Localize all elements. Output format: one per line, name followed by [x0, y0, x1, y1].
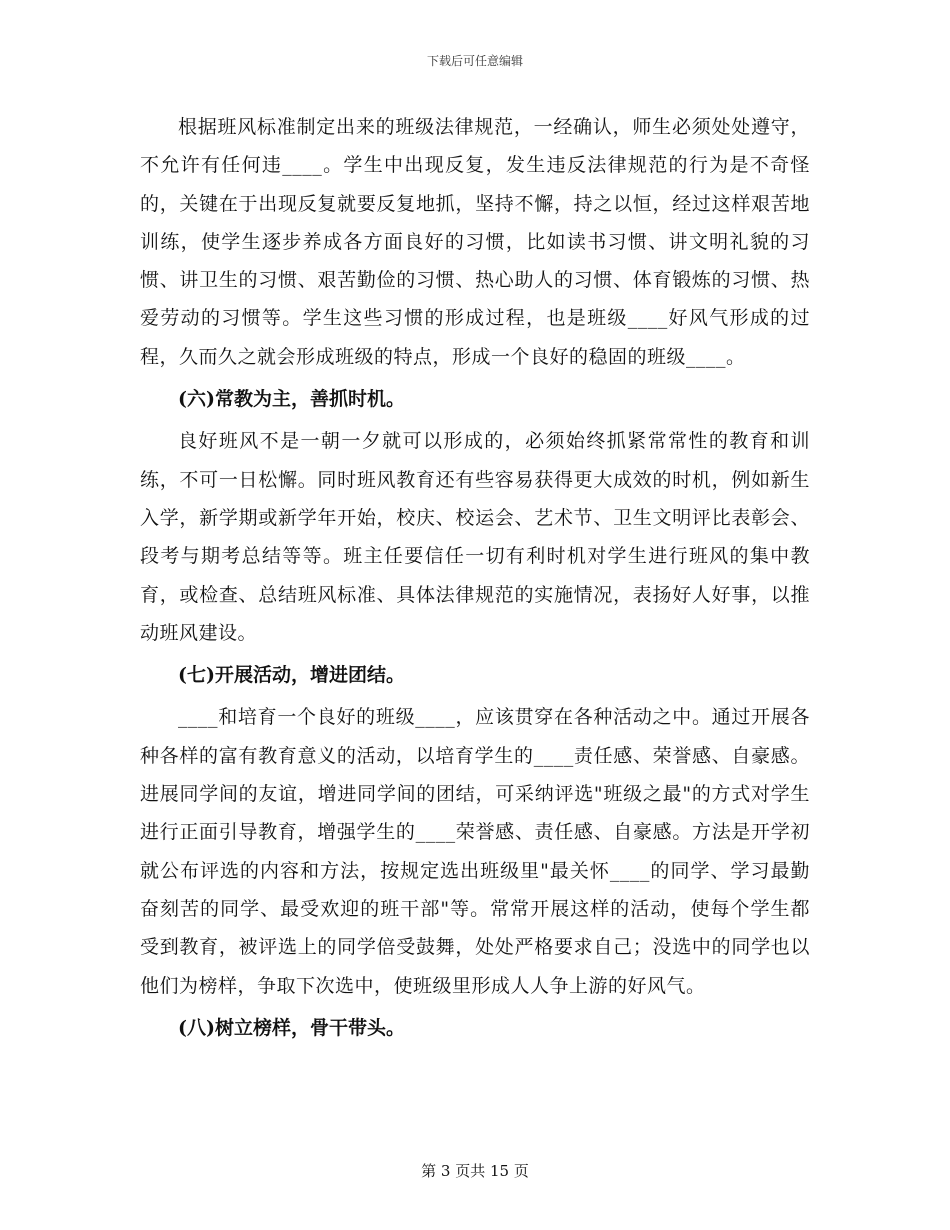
document-body: [140, 108, 810, 1051]
paragraph: 良好班风不是一朝一夕就可以形成的，必须始终抓紧常常性的教育和训练，不可一日松懈。同时班风教育还有些容易获得更大成效的时机，例如新生入学，新学期或新学年开始，校庆、校运会、艺术节、卫生文明评比表彰会、段考与期考总结等等。班主任要信任一切有利时机对学生进行班风的集中教育，或检查、总结班风标准、具体法律规范的实施情况，表扬好人好事，以推动班风建设。: [140, 430, 810, 644]
paragraph: ____和培育一个良好的班级____，应该贯穿在各种活动之中。通过开展各种各样的富有教育意义的活动，以培育学生的____责任感、荣誉感、自豪感。进展同学间的友谊，增进同学间的团结，可采纳评选"班级之最"的方式对学生进行正面引导教育，增强学生的____荣誉感、责任感、自豪感。方法是开学初就公布评选的内容和方法，按规定选出班级里"最关怀____的同学、学习最勤奋刻苦的同学、最受欢迎的班干部"等。常常开展这样的活动，使每个学生都受到教育，被评选上的同学倍受鼓舞，处处严格要求自己；没选中的同学也以他们为榜样，争取下次选中，使班级里形成人人争上游的好风气。: [140, 706, 810, 997]
page-footer: 第 3 页共 15 页: [421, 1162, 529, 1180]
section-heading: (六)常教为主，善抓时机。: [178, 388, 405, 411]
section-heading: (八)树立榜样，骨干带头。: [178, 1016, 405, 1039]
page-header: 下载后可任意编辑: [426, 54, 523, 68]
section-heading: (七)开展活动，增进团结。: [178, 664, 405, 687]
paragraph: 根据班风标准制定出来的班级法律规范，一经确认，师生必须处处遵守，不允许有任何违____。学生中出现反复，发生违反法律规范的行为是不奇怪的，关键在于出现反复就要反复地抓，坚持不懈，持之以恒，经过这样艰苦地训练，使学生逐步养成各方面良好的习惯，比如读书习惯、讲文明礼貌的习惯、讲卫生的习惯、艰苦勤俭的习惯、热心助人的习惯、体育锻炼的习惯、热爱劳动的习惯等。学生这些习惯的形成过程，也是班级____好风气形成的过程，久而久之就会形成班级的特点，形成一个良好的稳固的班级____。: [140, 116, 810, 368]
